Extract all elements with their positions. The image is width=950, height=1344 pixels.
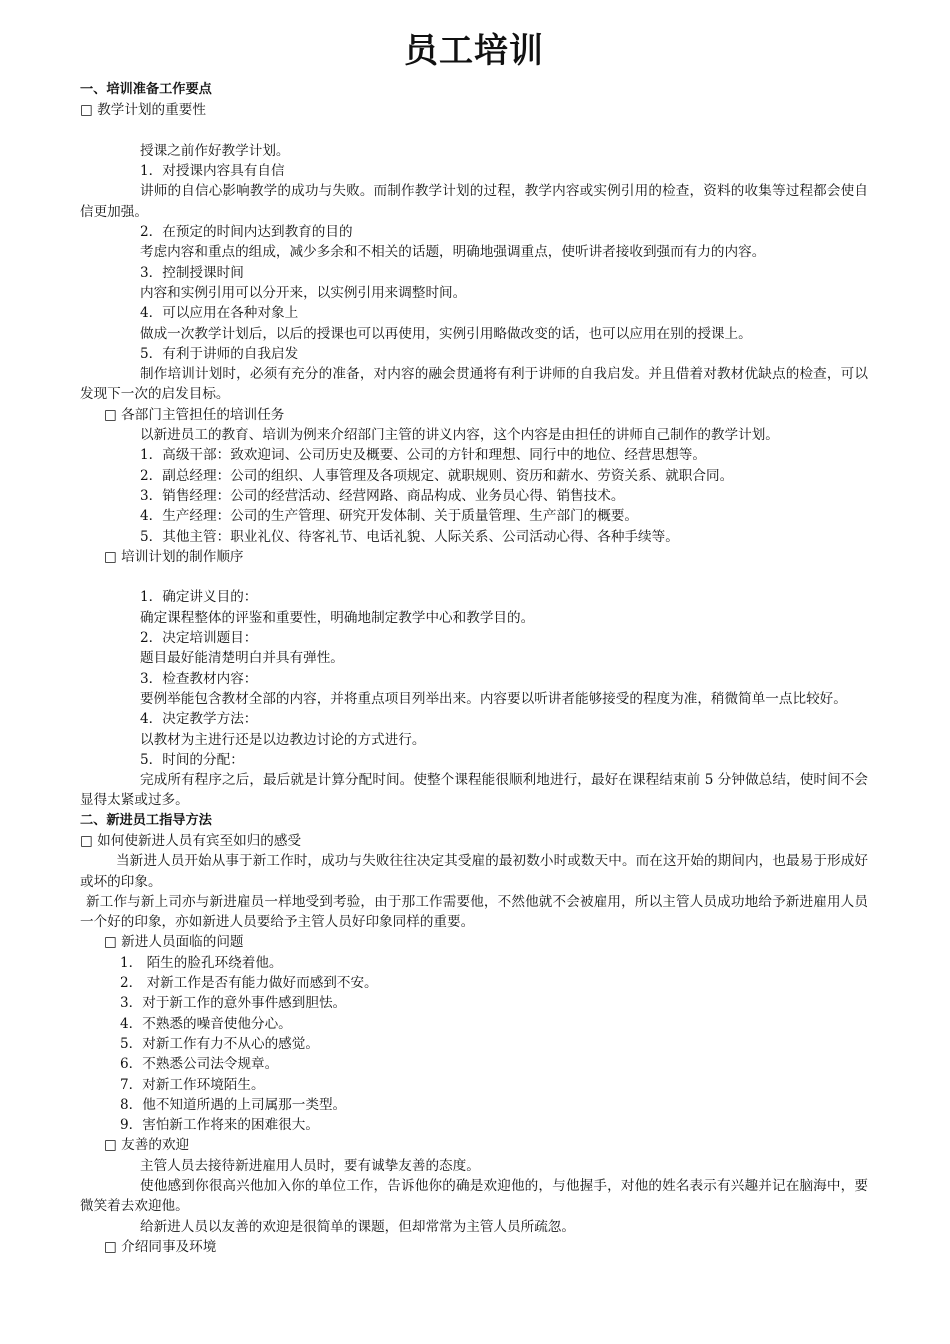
subsection-heading: □ 教学计划的重要性 (80, 102, 206, 119)
paragraph: 要例举能包含教材全部的内容，并将重点项目列举出来。内容要以听讲者能够接受的程度为准，稍微简单一点比较好。 (140, 690, 847, 707)
list-item: 5．其他主管：职业礼仪、待客礼节、电话礼貌、人际关系、公司活动心得、各种手续等。 (140, 528, 679, 545)
numbered-item: 4．决定教学方法： (140, 711, 258, 728)
paragraph: 做成一次教学计划后，以后的授课也可以再使用，实例引用略做改变的话，也可以应用在别的授课上。 (140, 325, 752, 342)
paragraph: 题目最好能清楚明白并具有弹性。 (140, 650, 344, 667)
paragraph: 确定课程整体的评鉴和重要性，明确地制定教学中心和教学目的。 (140, 609, 535, 626)
list-item: 1．高级干部：致欢迎词、公司历史及概要、公司的方针和理想、同行中的地位、经营思想等。 (140, 447, 706, 464)
subsection-heading: □ 如何使新进人员有宾至如归的感受 (80, 832, 302, 849)
blank-line (80, 567, 868, 587)
section-heading: 二、新进员工指导方法 (80, 812, 212, 828)
numbered-item: 3．检查教材内容： (140, 670, 258, 687)
list-item: 4．不熟悉的噪音使他分心。 (120, 1015, 292, 1032)
list-item: 5．对新工作有力不从心的感觉。 (120, 1035, 319, 1052)
paragraph: 讲师的自信心影响教学的成功与失败。而制作教学计划的过程，教学内容或实例引用的检查，资料的收集等过程都会使自信更加强。 (80, 183, 868, 220)
paragraph: 新工作与新上司亦与新进雇员一样地受到考验，由于那工作需要他，不然他就不会被雇用，所以主管人员成功地给予新进雇用人员一个好的印象，亦如新进人员要给予主管人员好印象同样的重要。 (80, 893, 868, 931)
paragraph: 以新进员工的教育、培训为例来介绍部门主管的讲义内容，这个内容是由担任的讲师自己制作的教学计划。 (140, 427, 779, 444)
numbered-item: 5．有利于讲师的自我启发 (140, 345, 299, 362)
blank-line (80, 121, 868, 141)
numbered-item: 1．确定讲义目的： (140, 589, 258, 606)
list-item: 8．他不知道所遇的上司属那一类型。 (120, 1096, 347, 1113)
numbered-item: 3．控制授课时间 (140, 264, 244, 281)
list-item: 1． 陌生的脸孔环绕着他。 (120, 954, 283, 971)
paragraph: 完成所有程序之后，最后就是计算分配时间。使整个课程能很顺利地进行，最好在课程结束前 5 分钟做总结，使时间不会显得太紧或过多。 (80, 772, 868, 809)
paragraph: 考虑内容和重点的组成，减少多余和不相关的话题，明确地强调重点，使听讲者接收到强而有力的内容。 (140, 244, 766, 261)
paragraph: 制作培训计划时，必须有充分的准备，对内容的融会贯通将有利于讲师的自我启发。并且借着对教材优缺点的检查，可以发现下一次的启发目标。 (80, 366, 868, 403)
paragraph: 以教材为主进行还是以边教边讨论的方式进行。 (140, 731, 426, 748)
paragraph: 给新进人员以友善的欢迎是很简单的课题，但却常常为主管人员所疏忽。 (140, 1218, 575, 1235)
paragraph: 使他感到你很高兴他加入你的单位工作，告诉他你的确是欢迎他的，与他握手，对他的姓名表示有兴趣并记在脑海中，要微笑着去欢迎他。 (80, 1178, 868, 1215)
paragraph: 授课之前作好教学计划。 (140, 142, 290, 159)
list-item: 4．生产经理：公司的生产管理、研究开发体制、关于质量管理、生产部门的概要。 (140, 508, 639, 525)
numbered-item: 5．时间的分配： (140, 751, 244, 768)
list-item: 7．对新工作环境陌生。 (120, 1076, 265, 1093)
list-item: 9．害怕新工作将来的困难很大。 (120, 1117, 319, 1134)
paragraph: 主管人员去接待新进雇用人员时，要有诚挚友善的态度。 (140, 1157, 480, 1174)
paragraph: 当新进人员开始从事于新工作时，成功与失败往往决定其受雇的最初数小时或数天中。而在这开始的期间内，也最易于形成好或坏的印象。 (80, 853, 868, 890)
subsection-heading: □ 友善的欢迎 (104, 1137, 190, 1154)
subsection-heading: □ 各部门主管担任的培训任务 (104, 406, 285, 423)
numbered-item: 1．对授课内容具有自信 (140, 163, 285, 180)
paragraph: 内容和实例引用可以分开来，以实例引用来调整时间。 (140, 284, 467, 301)
subsection-heading: □ 介绍同事及环境 (104, 1238, 217, 1255)
numbered-item: 2．在预定的时间内达到教育的目的 (140, 224, 353, 241)
list-item: 3．对于新工作的意外事件感到胆怯。 (120, 995, 347, 1012)
numbered-item: 2．决定培训题目： (140, 630, 258, 647)
numbered-item: 4．可以应用在各种对象上 (140, 305, 299, 322)
page-title: 员工培训 (404, 31, 544, 71)
subsection-heading: □ 培训计划的制作顺序 (104, 548, 244, 565)
list-item: 6．不熟悉公司法令规章。 (120, 1056, 279, 1073)
list-item: 2． 对新工作是否有能力做好而感到不安。 (120, 975, 378, 992)
list-item: 3．销售经理：公司的经营活动、经营网路、商品构成、业务员心得、销售技术。 (140, 487, 625, 504)
section-heading: 一、培训准备工作要点 (80, 82, 212, 97)
subsection-heading: □ 新进人员面临的问题 (104, 934, 244, 951)
list-item: 2．副总经理：公司的组织、人事管理及各项规定、就职规则、资历和薪水、劳资关系、就职合同。 (140, 467, 734, 484)
